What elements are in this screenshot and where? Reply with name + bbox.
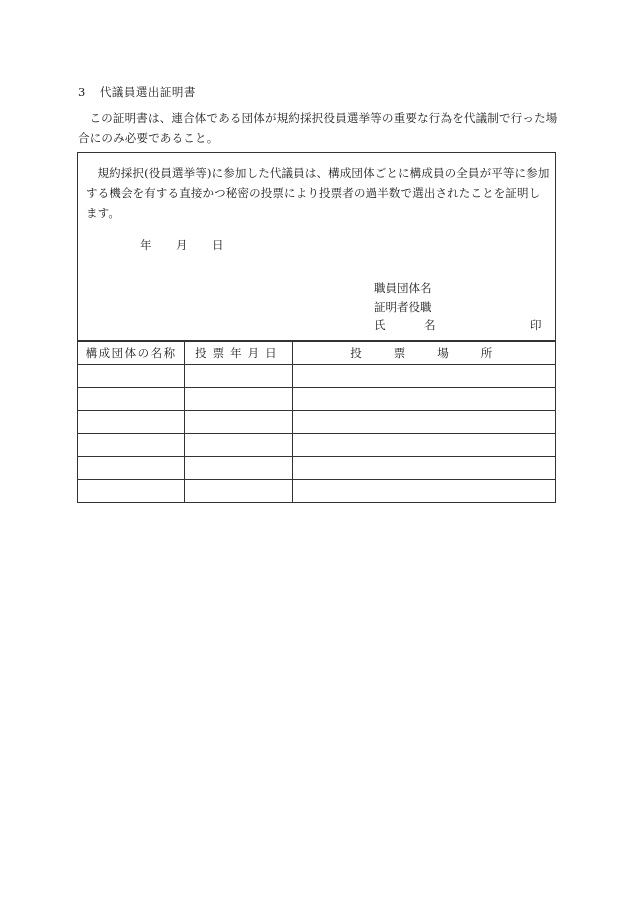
table-cell bbox=[185, 388, 293, 411]
date-year-label: 年 bbox=[140, 238, 152, 252]
header-vote-date: 投票年月日 bbox=[185, 342, 293, 365]
table-cell bbox=[293, 457, 556, 480]
certificate-box bbox=[77, 152, 556, 341]
section-number: 3 bbox=[78, 85, 86, 99]
table-row bbox=[78, 365, 556, 388]
table-cell bbox=[78, 457, 185, 480]
seal-mark: 印 bbox=[530, 318, 542, 332]
org-name-label: 職員団体名 bbox=[374, 281, 432, 295]
table-cell bbox=[185, 411, 293, 434]
date-line bbox=[140, 237, 224, 253]
table-cell bbox=[78, 365, 185, 388]
table-cell bbox=[185, 457, 293, 480]
table-cell bbox=[293, 365, 556, 388]
table-row bbox=[78, 434, 556, 457]
table-header-row bbox=[78, 342, 556, 365]
role-label: 証明者役職 bbox=[374, 299, 432, 314]
table-cell bbox=[185, 434, 293, 457]
table-row bbox=[78, 480, 556, 503]
voting-table bbox=[77, 341, 556, 503]
table-cell bbox=[293, 388, 556, 411]
table-row bbox=[78, 411, 556, 434]
table-cell bbox=[185, 480, 293, 503]
role-row bbox=[374, 298, 544, 317]
name-label-first: 氏 bbox=[374, 318, 386, 332]
name-row bbox=[374, 316, 544, 335]
table-cell bbox=[78, 411, 185, 434]
table-cell bbox=[293, 411, 556, 434]
table-row bbox=[78, 388, 556, 411]
date-month-label: 月 bbox=[176, 238, 188, 252]
table-cell bbox=[78, 388, 185, 411]
name-label-second: 名 bbox=[424, 318, 436, 332]
section-title bbox=[78, 84, 196, 100]
org-name-row bbox=[374, 279, 544, 298]
table-cell bbox=[293, 480, 556, 503]
header-member-org: 構成団体の名称 bbox=[78, 342, 185, 365]
intro-paragraph: この証明書は、連合体である団体が規約採択役員選挙等の重要な行為を代議制で行った場合にのみ必要であること。 bbox=[78, 111, 558, 145]
table-row bbox=[78, 457, 556, 480]
table-cell bbox=[293, 434, 556, 457]
name-label bbox=[374, 318, 436, 332]
date-day-label: 日 bbox=[212, 238, 224, 252]
section-title-text: 代議員選出証明書 bbox=[99, 85, 196, 99]
table-cell bbox=[78, 434, 185, 457]
certificate-body: 規約採択(役員選挙等)に参加した代議員は、構成団体ごとに構成員の全員が平等に参加する機会を有する直接かつ秘密の投票により投票者の過半数で選出されたことを証明します。 bbox=[86, 166, 550, 220]
header-vote-place: 投票場所 bbox=[293, 342, 556, 365]
table-cell bbox=[78, 480, 185, 503]
table-cell bbox=[185, 365, 293, 388]
signature-block bbox=[374, 279, 544, 335]
